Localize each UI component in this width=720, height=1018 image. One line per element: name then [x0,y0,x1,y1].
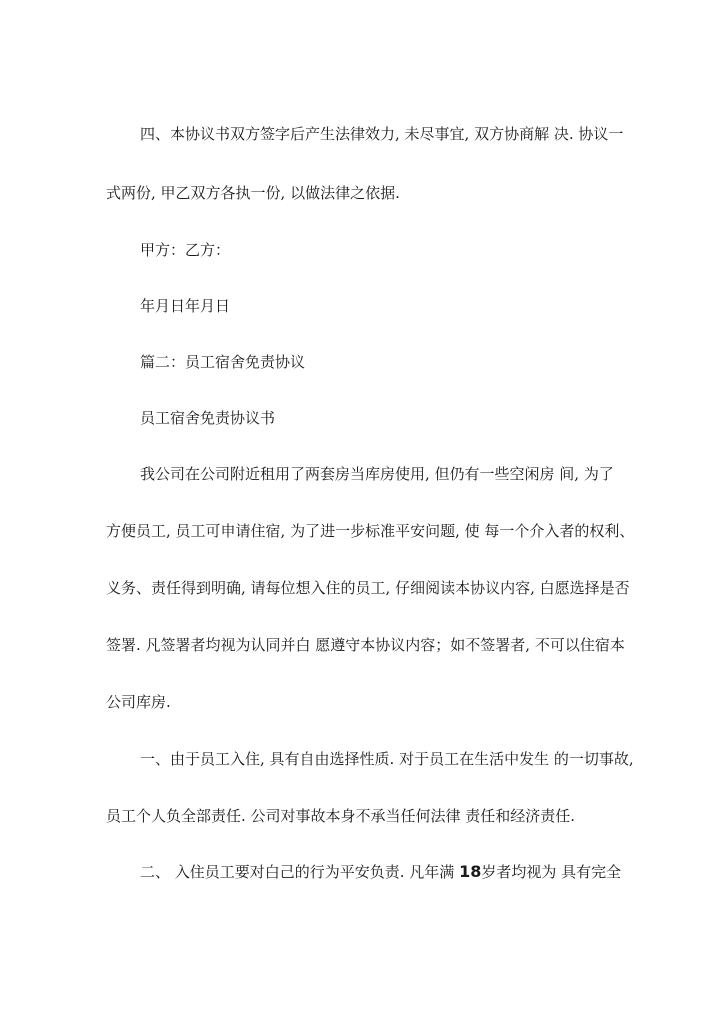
clause-2-text-before: 二、 入住员工要对白己的行为平安负责. 凡年满 [140,863,460,881]
signature-date-line: 年月日年月日 [140,297,231,315]
paragraph-article-4-line-1: 四、本协议书双方签字后产生法律效力, 未尽事宜, 双方协商解 决. 协议一 [140,125,624,143]
clause-1-line-1: 一、由于员工入住, 具有自由选择性质. 对于员工在生活中发生 的一切事故, [140,750,634,768]
clause-2-text-after: 岁者均视为 具有完全 [481,863,622,881]
intro-paragraph-line-5: 公司库房. [106,693,171,711]
clause-2-line-1 [140,862,622,882]
paragraph-article-4-line-2: 式两份, 甲乙双方各执一份, 以做法律之依据. [106,184,400,202]
age-number: 18 [459,862,482,881]
intro-paragraph-line-3: 义务、责任得到明确, 请每位想入住的员工, 仔细阅读本协议内容, 白愿选择是否 [106,579,630,597]
signature-parties-line: 甲方：乙方： [140,241,231,259]
document-title: 员工宿舍免责协议书 [140,409,276,427]
clause-1-line-2: 员工个人负全部责任. 公司对事故本身不承当任何法律 责任和经济责任. [106,807,576,825]
intro-paragraph-line-1: 我公司在公司附近租用了两套房当库房使用, 但仍有一些空闲房 间, 为了 [140,465,614,483]
intro-paragraph-line-2: 方便员工, 员工可申请住宿, 为了进一步标准平安问题, 使 每一个介入者的权利、 [106,522,635,540]
intro-paragraph-line-4: 签署. 凡签署者均视为认同并白 愿遵守本协议内容；如不签署者, 不可以住宿本 [106,636,625,654]
section-heading: 篇二：员工宿舍免责协议 [140,353,306,371]
